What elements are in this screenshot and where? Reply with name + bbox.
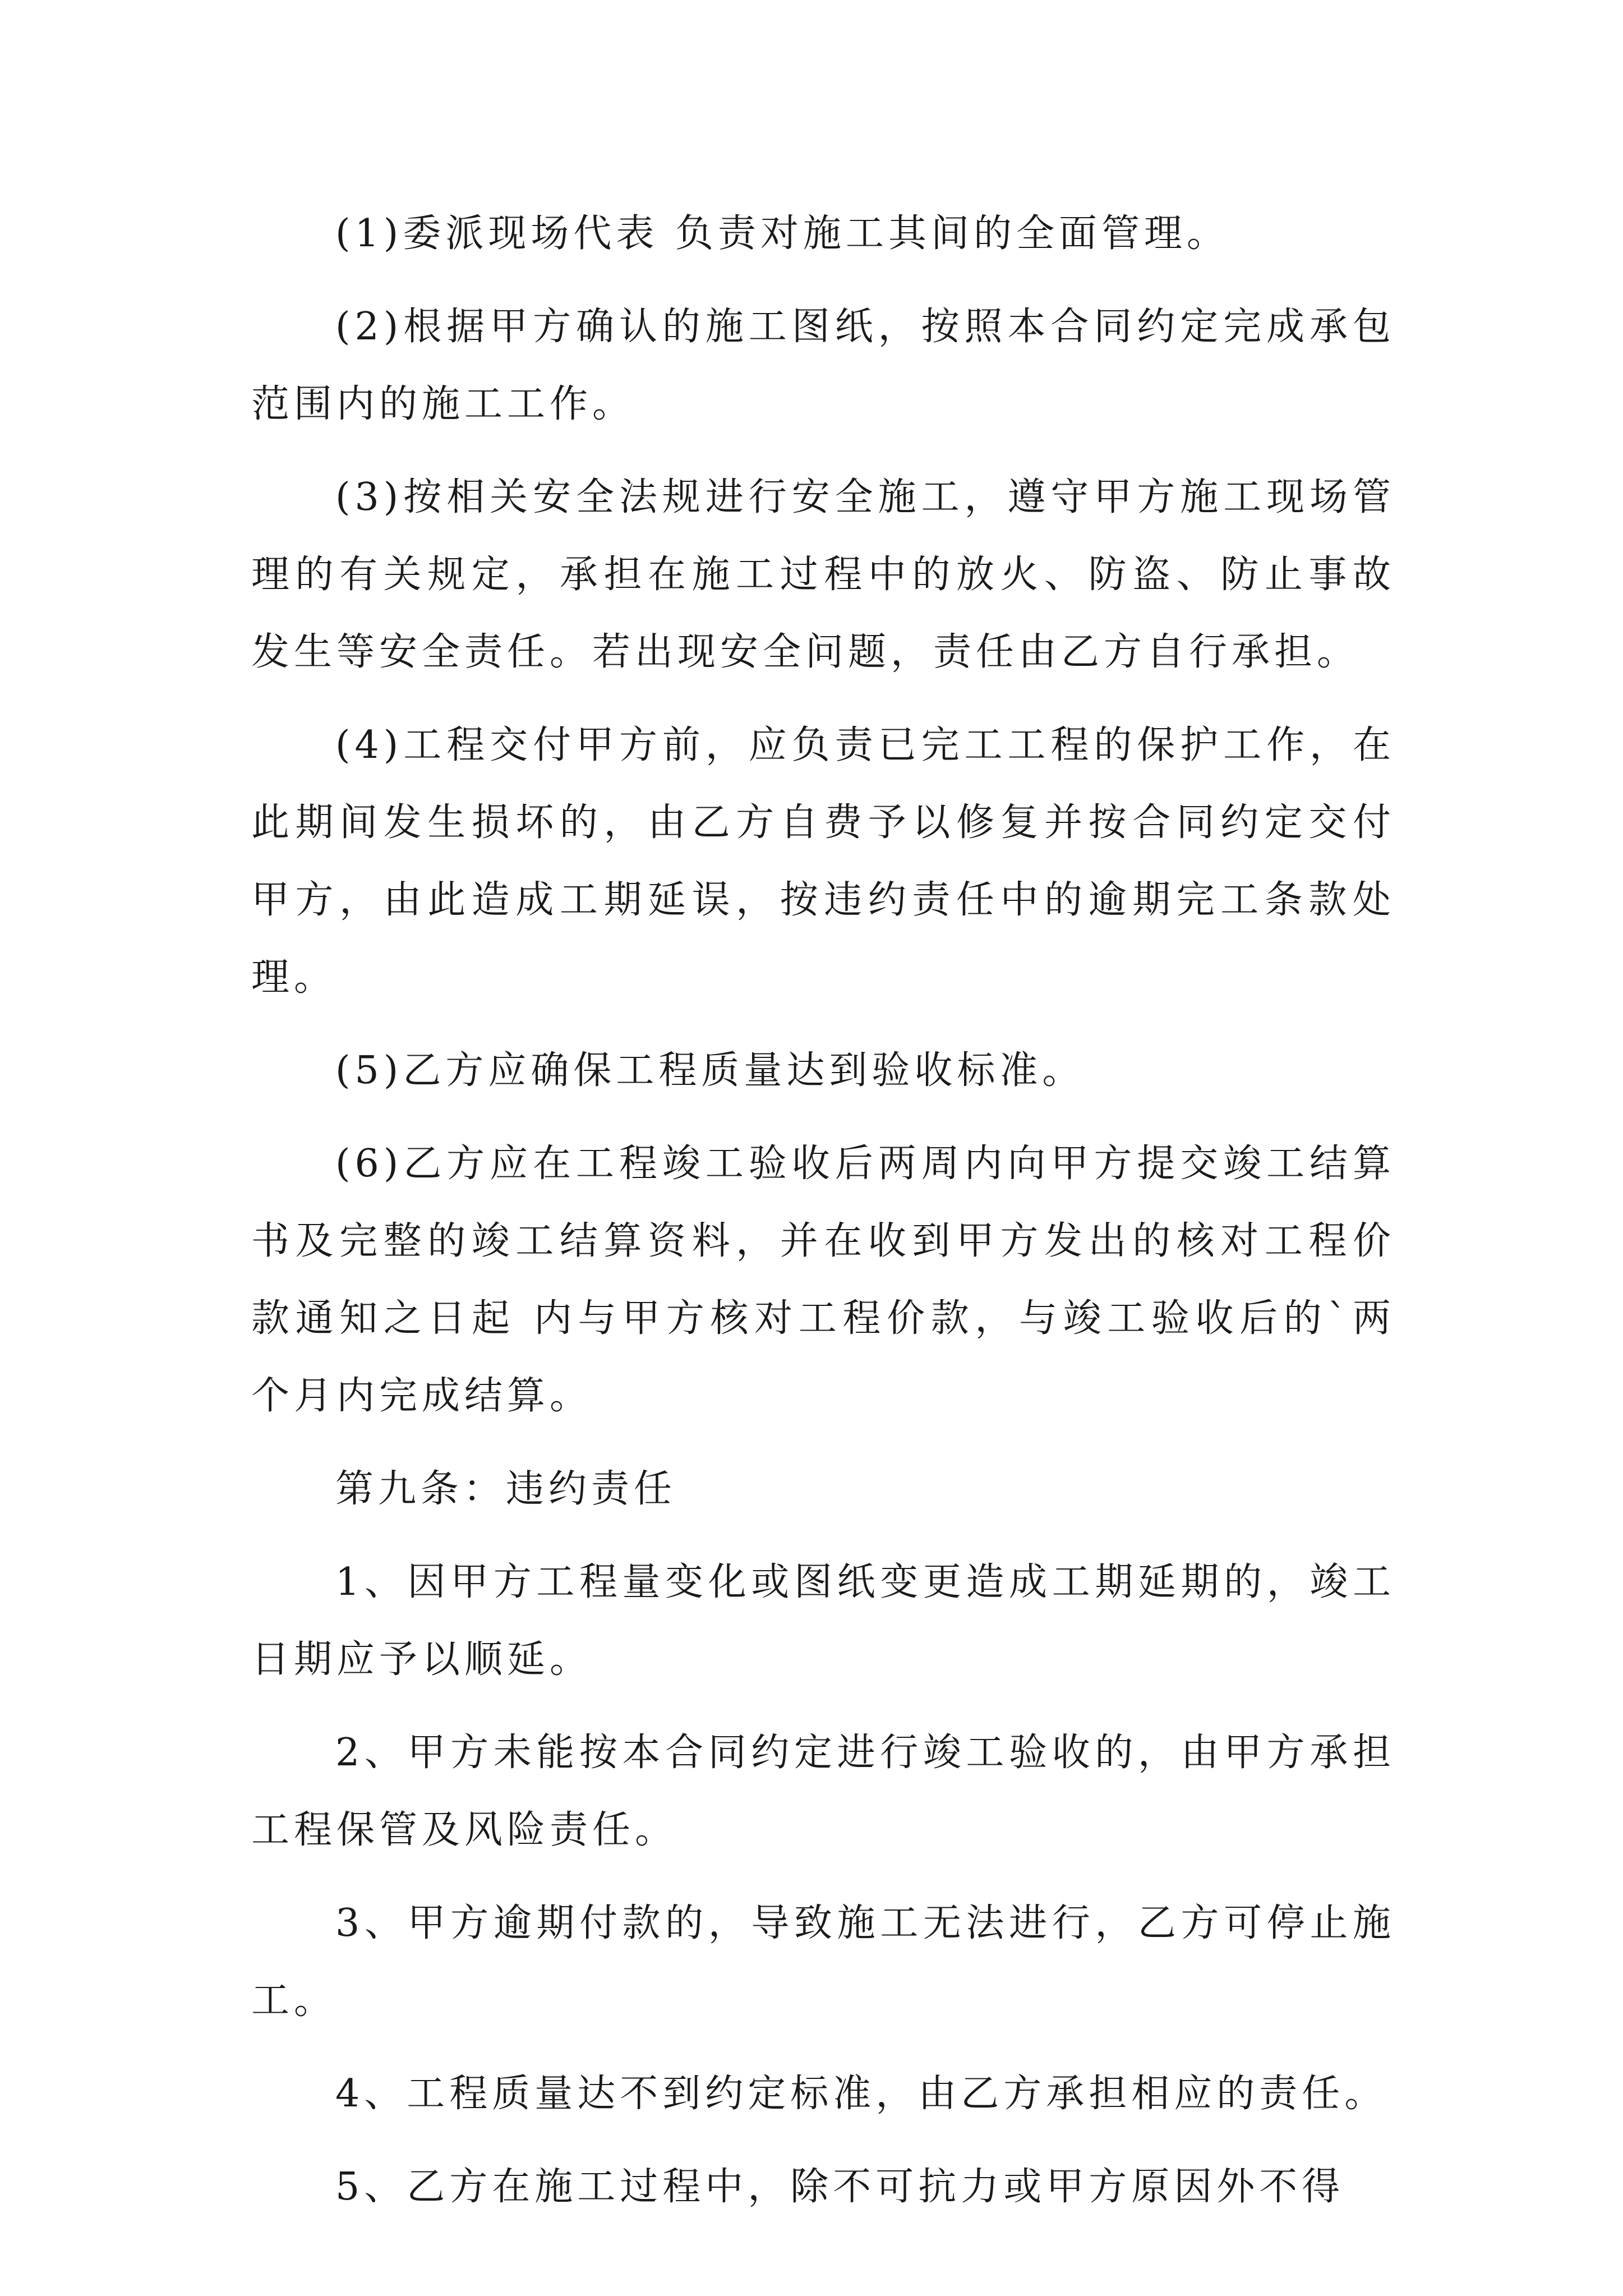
section-heading-article-9: 第九条：违约责任 (335, 1467, 677, 1511)
paragraph-duty-4: (4)工程交付甲方前，应负责已完工工程的保护工作，在此期间发生损坏的，由乙方自费予以修复并按合同约定交付甲方，由此造成工期延误，按违约责任中的逾期完工条款处理。 (251, 723, 1395, 1000)
paragraph-liability-2: 2、甲方未能按本合同约定进行竣工验收的，由甲方承担工程保管及风险责任。 (251, 1731, 1395, 1852)
contract-text-body (251, 195, 1395, 2226)
paragraph-duty-6: (6)乙方应在工程竣工验收后两周内向甲方提交竣工结算书及完整的竣工结算资料，并在收到甲方发出的核对工程价款通知之日起 内与甲方核对工程价款，与竣工验收后的`两个月内完成结算。 (251, 1142, 1395, 1418)
paragraph-liability-3: 3、甲方逾期付款的，导致施工无法进行，乙方可停止施工。 (251, 1901, 1395, 2023)
paragraph-duty-5: (5)乙方应确保工程质量达到验收标准。 (335, 1048, 1085, 1093)
paragraph-liability-5: 5、乙方在施工过程中，除不可抗力或甲方原因外不得 (335, 2165, 1345, 2209)
paragraph-liability-1: 1、因甲方工程量变化或图纸变更造成工期延期的，竣工日期应予以顺延。 (251, 1560, 1395, 1682)
paragraph-duty-2: (2)根据甲方确认的施工图纸，按照本合同约定完成承包范围内的施工工作。 (251, 305, 1395, 426)
paragraph-duty-1: (1)委派现场代表 负责对施工其间的全面管理。 (335, 211, 1229, 256)
paragraph-duty-3: (3)按相关安全法规进行安全施工，遵守甲方施工现场管理的有关规定，承担在施工过程中的放火、防盗、防止事故发生等安全责任。若出现安全问题，责任由乙方自行承担。 (251, 475, 1395, 674)
paragraph-liability-4: 4、工程质量达不到约定标准，由乙方承担相应的责任。 (335, 2072, 1387, 2116)
